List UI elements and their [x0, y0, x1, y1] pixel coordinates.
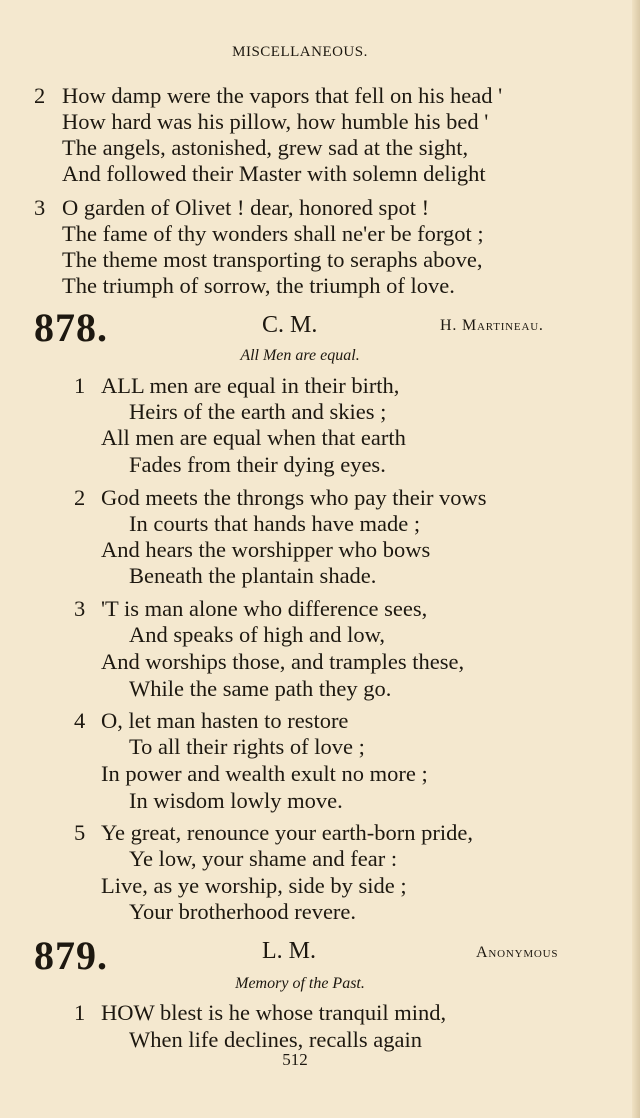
- verse-line: The fame of thy wonders shall ne'er be forgot ;: [62, 221, 484, 246]
- verse-line: To all their rights of love ;: [129, 734, 365, 759]
- verse-line: In power and wealth exult no more ;: [101, 761, 428, 786]
- page-number: 512: [282, 1050, 308, 1069]
- verse-number: 1: [74, 373, 86, 398]
- verse-number: 1: [74, 1000, 86, 1025]
- verse-line: Beneath the plantain shade.: [129, 563, 377, 588]
- verse-line: Live, as ye worship, side by side ;: [101, 873, 407, 898]
- verse-line: Ye low, your shame and fear :: [129, 846, 398, 871]
- verse-line: God meets the throngs who pay their vows: [101, 485, 487, 510]
- verse-line: While the same path they go.: [129, 676, 392, 701]
- verse-line: HOW blest is he whose tranquil mind,: [101, 1000, 447, 1025]
- verse-line: How hard was his pillow, how humble his bed ': [62, 109, 489, 134]
- verse-number: 3: [34, 195, 46, 220]
- verse-line: The triumph of sorrow, the triumph of love.: [62, 273, 455, 298]
- verse-line: The angels, astonished, grew sad at the sight,: [62, 135, 469, 160]
- verse-line: Your brotherhood revere.: [129, 899, 357, 924]
- hymn-title: Memory of the Past.: [235, 975, 365, 992]
- verse-line: And hears the worshipper who bows: [101, 537, 431, 562]
- hymn-author: Anonymous: [476, 944, 559, 961]
- hymn-number: 879.: [34, 933, 108, 978]
- verse-line: Ye great, renounce your earth-born pride,: [101, 820, 473, 845]
- page-edge: [632, 0, 640, 1118]
- verse-line: And speaks of high and low,: [129, 622, 386, 647]
- verse-number: 5: [74, 820, 86, 845]
- verse-line: How damp were the vapors that fell on his head ': [62, 83, 503, 108]
- verse-number: 3: [74, 596, 86, 621]
- verse-line: All men are equal when that earth: [101, 425, 406, 450]
- verse-line: And worships those, and tramples these,: [101, 649, 465, 674]
- verse-line: ALL men are equal in their birth,: [101, 373, 400, 398]
- verse-line: O, let man hasten to restore: [101, 708, 349, 733]
- verse-line: In wisdom lowly move.: [129, 788, 343, 813]
- verse-line: And followed their Master with solemn delight: [62, 161, 486, 186]
- hymn-number: 878.: [34, 305, 108, 350]
- verse-number: 4: [74, 708, 86, 733]
- verse-number: 2: [74, 485, 86, 510]
- verse-line: Heirs of the earth and skies ;: [129, 399, 387, 424]
- verse-line: Fades from their dying eyes.: [129, 452, 386, 477]
- verse-line: O garden of Olivet ! dear, honored spot !: [62, 195, 430, 220]
- verse-line: 'T is man alone who difference sees,: [101, 596, 428, 621]
- verse-line: The theme most transporting to seraphs above,: [62, 247, 483, 272]
- hymn-author: H. Martineau.: [440, 317, 544, 334]
- verse-line: In courts that hands have made ;: [129, 511, 421, 536]
- verse-number: 2: [34, 83, 46, 108]
- running-head: MISCELLANEOUS.: [232, 44, 368, 60]
- verse-line: When life declines, recalls again: [129, 1027, 422, 1052]
- hymn-meter: C. M.: [262, 312, 318, 338]
- hymn-title: All Men are equal.: [240, 347, 360, 364]
- hymn-meter: L. M.: [262, 938, 316, 964]
